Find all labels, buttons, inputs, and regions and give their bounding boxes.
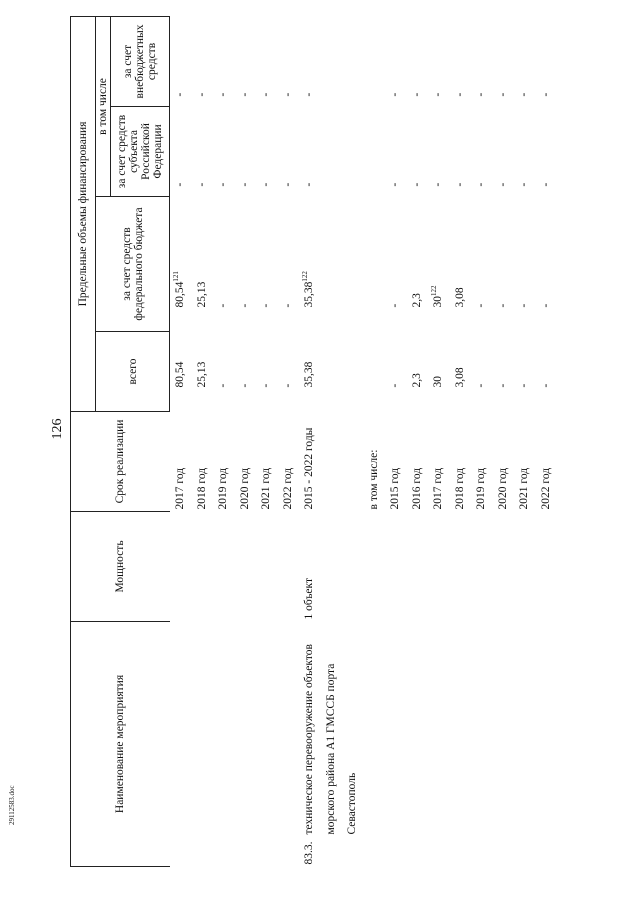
table-row [514, 16, 536, 866]
cell-total: 30 [432, 375, 444, 388]
cell-federal [428, 196, 450, 331]
table-row [364, 16, 386, 866]
cell-federal [385, 196, 407, 331]
header-power: Мощность [71, 511, 170, 621]
cell-federal [256, 196, 278, 331]
cell-total: - [260, 383, 272, 388]
cell-name [364, 621, 386, 836]
federal-value: 2,3 [410, 293, 423, 308]
cell-offbudget: - [410, 92, 423, 97]
cell-term: 2018 год [195, 467, 208, 510]
cell-term: 2017 год [432, 467, 444, 510]
footnote-ref: 122 [301, 271, 310, 282]
cell-power [256, 511, 278, 621]
header-total: всего [96, 331, 170, 411]
footnote-ref: 122 [430, 285, 439, 296]
cell-power [407, 511, 429, 621]
cell-subject: - [195, 182, 208, 187]
table-row [385, 16, 407, 866]
header-federal: за счет средств федерального бюджета [96, 196, 170, 331]
federal-value: - [496, 303, 509, 308]
cell-num [364, 837, 386, 867]
cell-offbudget: - [475, 92, 487, 97]
federal-value: 80,54 [174, 281, 186, 308]
cell-term: 2019 год [217, 467, 229, 510]
federal-value: 35,38 [303, 281, 315, 308]
cell-name [536, 621, 558, 836]
federal-value: - [238, 303, 251, 308]
cell-num [471, 837, 493, 867]
cell-total: 2,3 [410, 373, 423, 388]
table-row [493, 16, 515, 866]
cell-federal [493, 196, 515, 331]
cell-name [278, 621, 300, 836]
cell-term: 2022 год [539, 467, 552, 510]
cell-offbudget: - [453, 92, 466, 97]
cell-subject: - [260, 182, 272, 187]
cell-subject: - [475, 182, 487, 187]
cell-num [278, 837, 300, 867]
cell-power [192, 511, 214, 621]
cell-total: - [539, 383, 552, 388]
cell-num [407, 837, 429, 867]
cell-name [428, 621, 450, 836]
cell-name [385, 621, 407, 836]
table-row [299, 16, 364, 866]
cell-offbudget: - [195, 92, 208, 97]
cell-federal [471, 196, 493, 331]
cell-offbudget: - [303, 92, 315, 97]
header-limits: Предельные объемы финансирования [71, 16, 96, 411]
cell-power [428, 511, 450, 621]
cell-num [192, 837, 214, 867]
cell-term: 2022 год [281, 467, 294, 510]
cell-offbudget: - [496, 92, 509, 97]
cell-subject: - [453, 182, 466, 187]
cell-total [364, 331, 386, 411]
cell-power [385, 511, 407, 621]
federal-value: - [217, 303, 229, 308]
cell-name [450, 621, 472, 836]
cell-subject: - [432, 182, 444, 187]
cell-subject [364, 106, 386, 196]
cell-num [428, 837, 450, 867]
cell-total: - [475, 383, 487, 388]
cell-subject: - [217, 182, 229, 187]
cell-num [536, 837, 558, 867]
cell-power [235, 511, 257, 621]
cell-name [170, 621, 192, 836]
cell-subject: - [496, 182, 509, 187]
cell-federal [213, 196, 235, 331]
cell-federal [450, 196, 472, 331]
federal-value: - [518, 303, 530, 308]
cell-power [514, 511, 536, 621]
table-row [450, 16, 472, 866]
header-name: Наименование мероприятия [71, 621, 170, 866]
cell-power [536, 511, 558, 621]
cell-federal [364, 196, 386, 331]
rotated-page [50, 17, 595, 867]
cell-offbudget: - [518, 92, 530, 97]
cell-total: 80,54 [174, 361, 186, 388]
cell-federal [536, 196, 558, 331]
table-row [428, 16, 450, 866]
cell-federal [299, 196, 364, 331]
cell-total: - [217, 383, 229, 388]
federal-value: 3,08 [453, 287, 466, 308]
cell-name [213, 621, 235, 836]
header-subject: за счет средств субъекта Российской Федерации [111, 106, 170, 196]
cell-num [213, 837, 235, 867]
cell-power [364, 511, 386, 621]
cell-term: 2021 год [518, 467, 530, 510]
cell-subject: - [389, 182, 401, 187]
federal-value: 25,13 [195, 281, 208, 308]
cell-power [471, 511, 493, 621]
cell-num [235, 837, 257, 867]
cell-term: 2017 год [173, 467, 186, 510]
cell-offbudget: - [432, 92, 444, 97]
cell-total: - [281, 383, 294, 388]
cell-term: в том числе: [367, 449, 380, 510]
cell-num: 83.3. [303, 841, 315, 865]
cell-subject: - [518, 182, 530, 187]
cell-name [235, 621, 257, 836]
cell-offbudget [364, 16, 386, 106]
cell-power [170, 511, 192, 621]
cell-offbudget: - [217, 92, 229, 97]
cell-power [278, 511, 300, 621]
page-number: 126 [50, 418, 65, 440]
cell-total: 35,38 [303, 361, 315, 388]
cell-num [256, 837, 278, 867]
cell-total: - [389, 383, 401, 388]
cell-num [493, 837, 515, 867]
financing-table [70, 16, 557, 867]
cell-name [471, 621, 493, 836]
cell-name [407, 621, 429, 836]
cell-name [192, 621, 214, 836]
cell-subject: - [539, 182, 552, 187]
table-row [471, 16, 493, 866]
cell-federal [192, 196, 214, 331]
cell-term: 2020 год [238, 467, 251, 510]
cell-federal [278, 196, 300, 331]
table-body [170, 16, 558, 866]
cell-total: 25,13 [195, 361, 208, 388]
cell-offbudget: - [281, 92, 294, 97]
cell-power [213, 511, 235, 621]
cell-offbudget: - [174, 92, 186, 97]
table-row [256, 16, 278, 866]
cell-term: 2019 год [475, 467, 487, 510]
cell-offbudget: - [238, 92, 251, 97]
cell-power: 1 объект [303, 578, 315, 620]
cell-federal [407, 196, 429, 331]
table-row [192, 16, 214, 866]
header-term: Срок реализации [71, 411, 170, 511]
header-offbudget: за счет внебюджетных средств [111, 16, 170, 106]
cell-num [170, 837, 192, 867]
cell-offbudget: - [539, 92, 552, 97]
cell-name [514, 621, 536, 836]
cell-offbudget: - [260, 92, 272, 97]
cell-subject: - [174, 182, 186, 187]
federal-value: - [281, 303, 294, 308]
table-row [407, 16, 429, 866]
cell-term: 2021 год [260, 467, 272, 510]
cell-offbudget: - [389, 92, 401, 97]
cell-total: 3,08 [453, 367, 466, 388]
table-row [235, 16, 257, 866]
cell-federal [235, 196, 257, 331]
cell-subject: - [410, 182, 423, 187]
cell-term: 2020 год [496, 467, 509, 510]
cell-total: - [518, 383, 530, 388]
cell-name [493, 621, 515, 836]
table-row [536, 16, 558, 866]
federal-value: - [475, 303, 487, 308]
cell-term: 2018 год [453, 467, 466, 510]
cell-subject: - [303, 182, 315, 187]
cell-term: 2015 год [389, 467, 401, 510]
cell-num [450, 837, 472, 867]
cell-total: - [238, 383, 251, 388]
footnote-ref: 121 [172, 271, 181, 282]
federal-value: - [539, 303, 552, 308]
cell-name: техническое перевооружение объектов морского района А1 ГМССБ порта Севастополь [303, 644, 358, 835]
cell-term: 2015 - 2022 годы [303, 427, 315, 510]
federal-value: 30 [432, 295, 444, 308]
cell-total: - [496, 383, 509, 388]
footer-code: 29112583.doc [8, 785, 16, 825]
cell-name [256, 621, 278, 836]
table-row [170, 16, 192, 866]
table-row [213, 16, 235, 866]
cell-subject: - [238, 182, 251, 187]
table-row [278, 16, 300, 866]
header-including: в том числе [96, 16, 111, 196]
cell-num [385, 837, 407, 867]
cell-num [514, 837, 536, 867]
cell-power [493, 511, 515, 621]
cell-subject: - [281, 182, 294, 187]
federal-value: - [389, 303, 401, 308]
cell-power [450, 511, 472, 621]
cell-federal [170, 196, 192, 331]
cell-term: 2016 год [410, 467, 423, 510]
federal-value: - [260, 303, 272, 308]
cell-federal [514, 196, 536, 331]
